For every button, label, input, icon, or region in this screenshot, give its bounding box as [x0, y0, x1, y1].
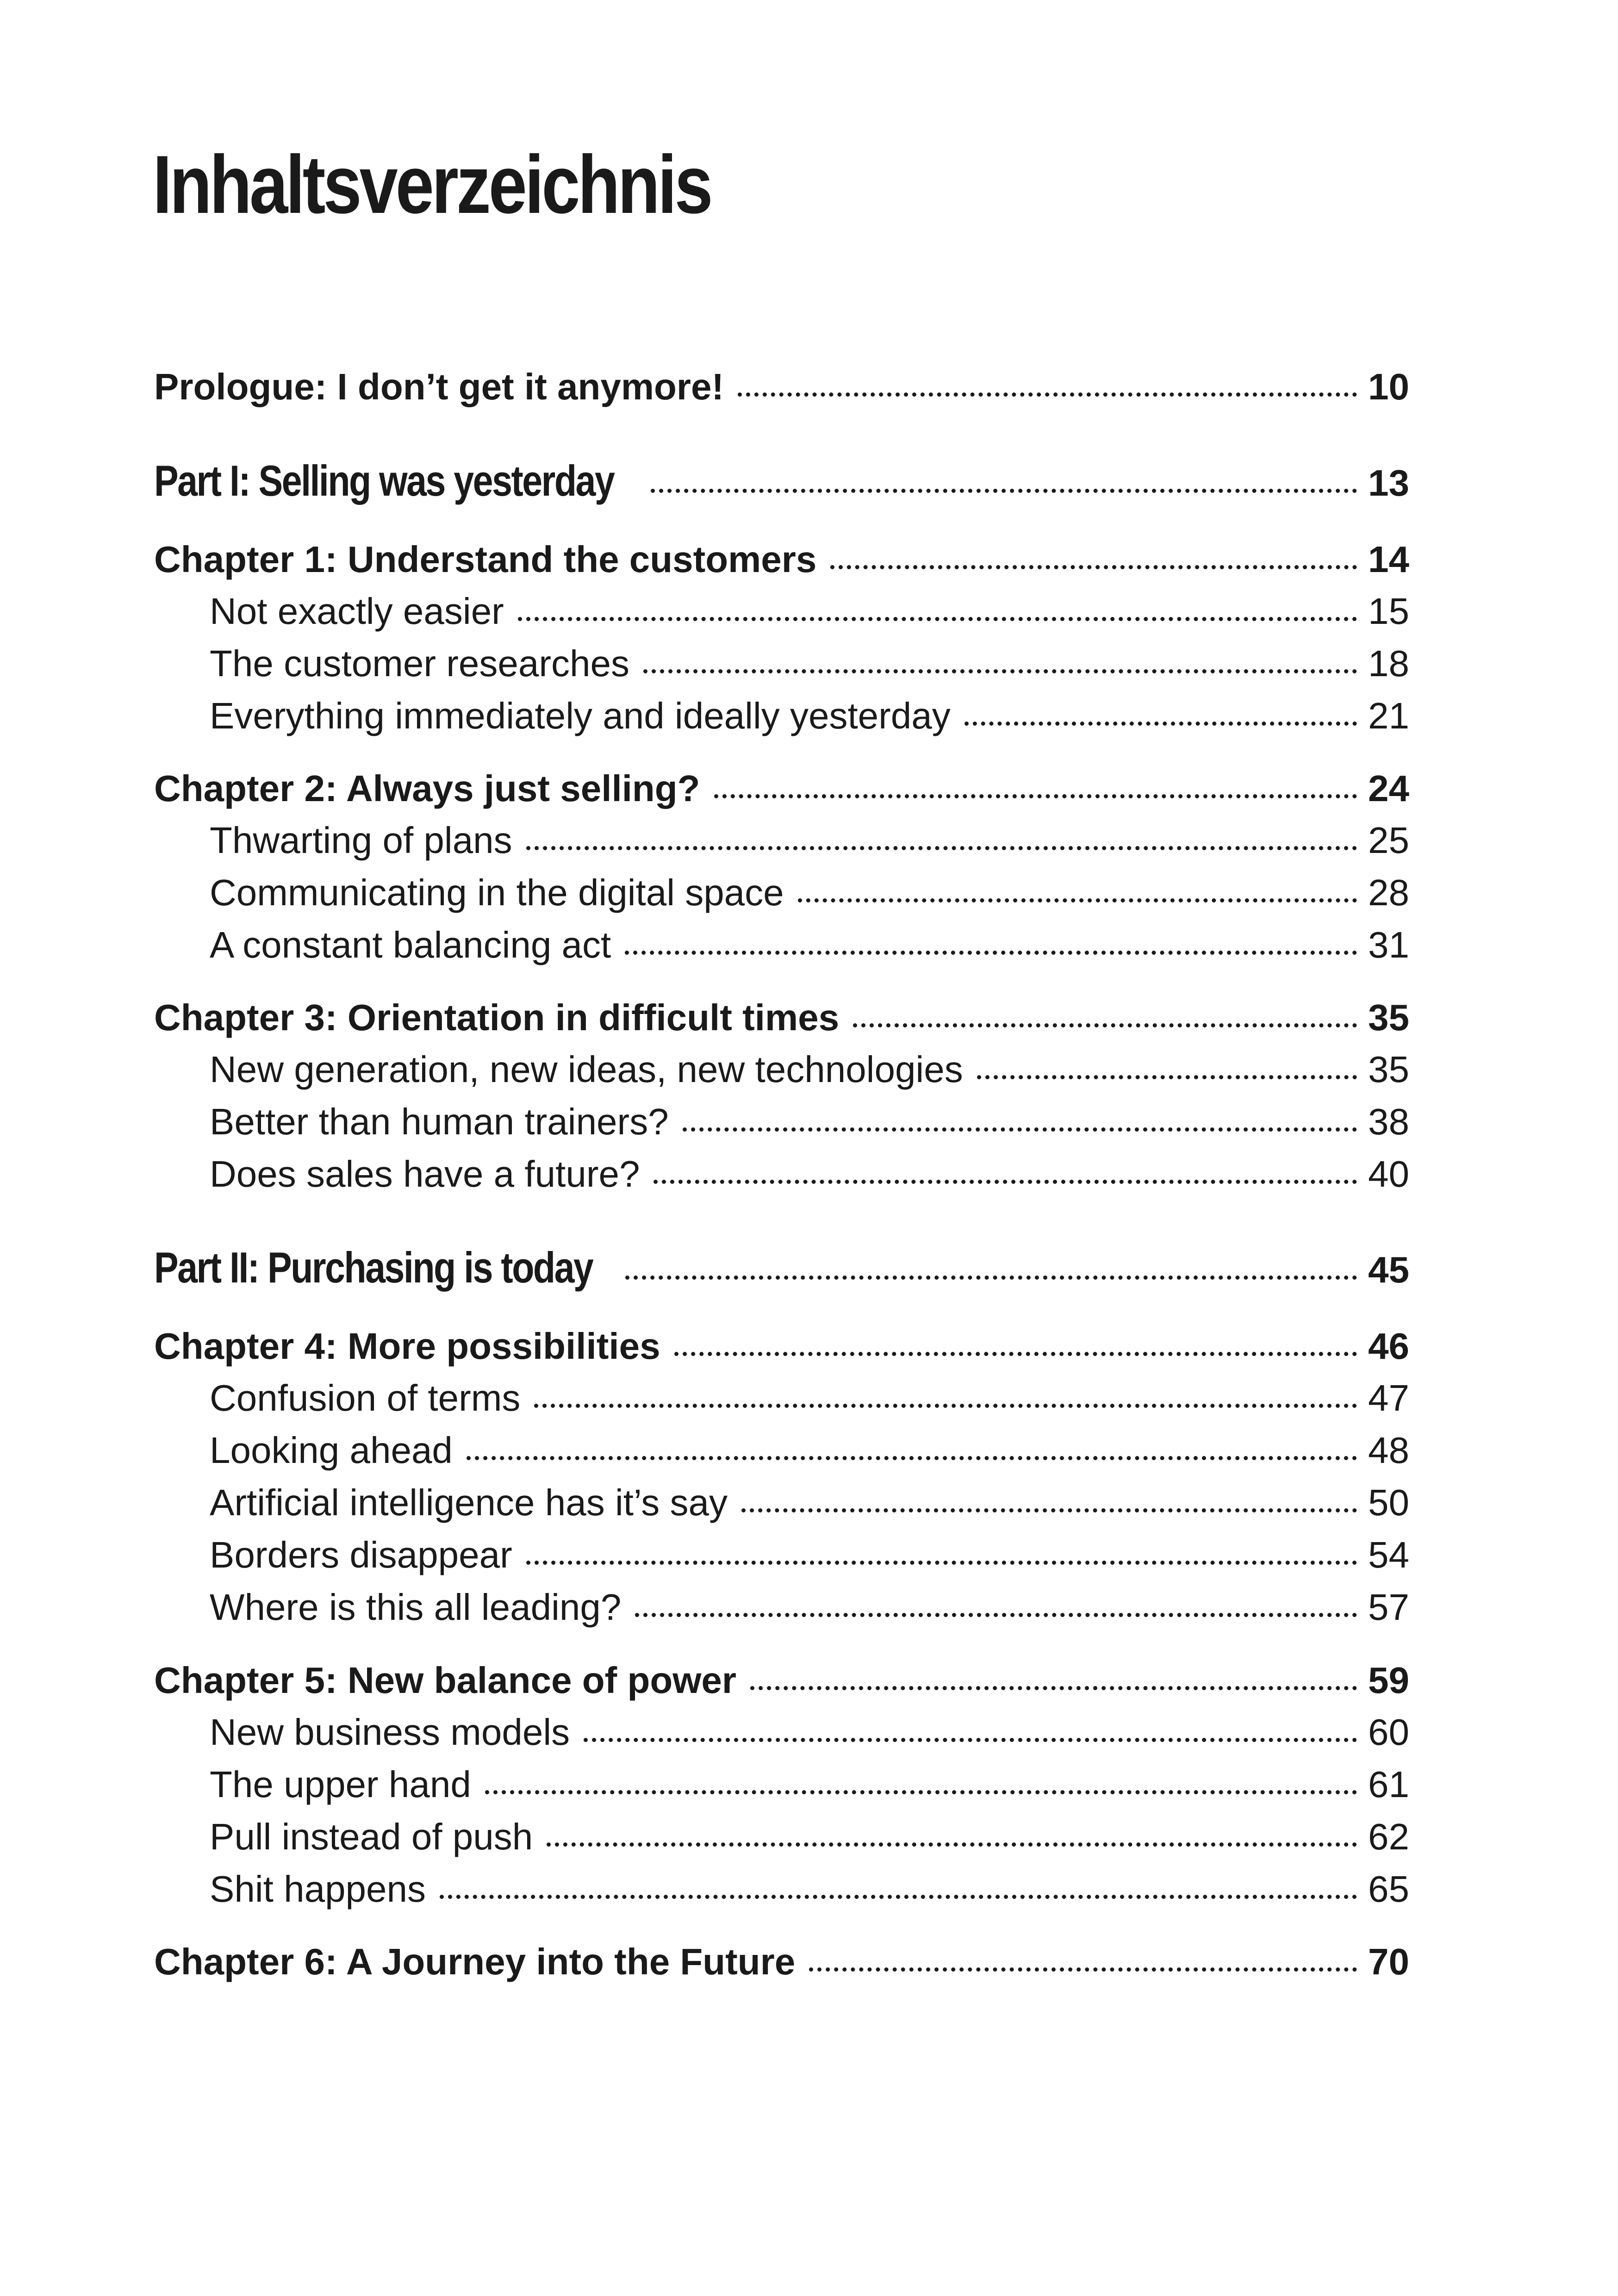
toc-entry-page: 38 [1368, 1101, 1409, 1142]
toc-entry-page: 70 [1368, 1941, 1409, 1982]
dot-leader [674, 1352, 1357, 1356]
toc-entry-chapter[interactable] [154, 1659, 1409, 1702]
toc-entry-section[interactable] [210, 1429, 1409, 1472]
toc-entry-label: New generation, new ideas, new technologies [210, 1049, 963, 1090]
dot-leader [625, 1276, 1357, 1280]
dot-leader [738, 392, 1357, 397]
toc-entry-label: The customer researches [210, 643, 630, 684]
dot-leader [635, 1613, 1357, 1617]
toc-entry-page: 24 [1368, 768, 1409, 809]
toc-entry-page: 50 [1368, 1482, 1409, 1523]
toc-entry-page: 18 [1368, 643, 1409, 684]
toc-entry-section[interactable] [210, 1101, 1409, 1143]
toc-entry-section[interactable] [210, 1048, 1409, 1091]
dot-leader [440, 1895, 1357, 1899]
toc-entry-section[interactable] [210, 1763, 1409, 1806]
toc-entry-part[interactable] [154, 1243, 1409, 1293]
dot-leader [965, 722, 1357, 726]
dot-leader [830, 565, 1357, 569]
toc-entry-section[interactable] [210, 819, 1409, 862]
toc-entry-page: 10 [1368, 366, 1409, 407]
toc-entry-section[interactable] [210, 642, 1409, 685]
toc-entry-chapter[interactable] [154, 767, 1409, 810]
dot-leader [625, 951, 1357, 955]
toc-entry-label: Confusion of terms [210, 1377, 521, 1419]
toc-entry-page: 65 [1368, 1868, 1409, 1910]
toc-entry-label: Not exactly easier [210, 591, 504, 632]
toc-entry-label: Prologue: I don’t get it anymore! [154, 366, 724, 407]
toc-entry-label: Thwarting of plans [210, 820, 512, 861]
toc-entry-label: Shit happens [210, 1868, 426, 1910]
dot-leader [518, 617, 1357, 621]
toc-entry-page: 45 [1368, 1249, 1409, 1290]
dot-leader [714, 794, 1357, 798]
toc-entry-label: Looking ahead [210, 1430, 453, 1471]
dot-leader [467, 1456, 1357, 1460]
toc-entry-section[interactable] [210, 695, 1409, 737]
toc-entry-page: 47 [1368, 1377, 1409, 1419]
toc-entry-label: Artificial intelligence has it’s say [210, 1482, 728, 1523]
toc-entry-chapter[interactable] [154, 996, 1409, 1039]
dot-leader [750, 1686, 1357, 1690]
dot-leader [643, 669, 1357, 673]
toc-entry-page: 57 [1368, 1587, 1409, 1628]
toc-entry-label: Where is this all leading? [210, 1587, 622, 1628]
toc-entry-page: 21 [1368, 695, 1409, 736]
toc-entry-label: Everything immediately and ideally yesterday [210, 695, 951, 736]
toc-entry-section[interactable] [210, 1534, 1409, 1576]
toc-entry-page: 31 [1368, 924, 1409, 965]
dot-leader [584, 1738, 1357, 1742]
toc-entry-section[interactable] [210, 924, 1409, 966]
toc-entry-label: Part I: Selling was yesterday [154, 456, 614, 505]
toc-entry-label: New business models [210, 1711, 570, 1753]
toc-entry-label: Communicating in the digital space [210, 872, 784, 913]
toc-entry-section[interactable] [210, 1816, 1409, 1858]
dot-leader [651, 489, 1357, 493]
dot-leader [485, 1790, 1357, 1794]
toc-entry-label: A constant balancing act [210, 924, 611, 965]
toc-entry-page: 61 [1368, 1764, 1409, 1805]
dot-leader [653, 1180, 1357, 1184]
toc-entry-page: 54 [1368, 1534, 1409, 1575]
toc-entry-section[interactable] [210, 1481, 1409, 1524]
dot-leader [809, 1967, 1357, 1972]
toc-entry-page: 15 [1368, 591, 1409, 632]
toc-entry-label: Chapter 5: New balance of power [154, 1660, 737, 1701]
toc-entry-section[interactable] [210, 1711, 1409, 1754]
toc-entry-label: Chapter 4: More possibilities [154, 1325, 660, 1367]
dot-leader [683, 1127, 1357, 1132]
toc-entry-page: 25 [1368, 820, 1409, 861]
toc-entry-page: 46 [1368, 1325, 1409, 1367]
toc-entry-label: Part II: Purchasing is today [154, 1243, 593, 1292]
toc-entry-prologue[interactable] [154, 366, 1409, 408]
dot-leader [853, 1023, 1357, 1027]
toc-entry-page: 62 [1368, 1816, 1409, 1857]
toc-entry-chapter[interactable] [154, 538, 1409, 581]
dot-leader [534, 1404, 1357, 1408]
toc-entry-page: 48 [1368, 1430, 1409, 1471]
toc-entry-page: 35 [1368, 997, 1409, 1038]
toc-entry-label: Chapter 6: A Journey into the Future [154, 1941, 796, 1982]
dot-leader [547, 1842, 1357, 1847]
dot-leader [741, 1508, 1357, 1512]
toc-entry-chapter[interactable] [154, 1325, 1409, 1368]
page-title: Inhaltsverzeichnis [153, 138, 711, 230]
toc-entry-label: Chapter 2: Always just selling? [154, 768, 700, 809]
toc-entry-part[interactable] [154, 456, 1409, 506]
toc-entry-page: 35 [1368, 1049, 1409, 1090]
toc-entry-label: The upper hand [210, 1764, 471, 1805]
toc-entry-page: 40 [1368, 1153, 1409, 1195]
toc-entry-section[interactable] [210, 1586, 1409, 1629]
toc-entry-section[interactable] [210, 590, 1409, 633]
toc-entry-section[interactable] [210, 1153, 1409, 1195]
toc-entry-section[interactable] [210, 871, 1409, 914]
dot-leader [798, 898, 1357, 902]
toc-entry-chapter[interactable] [154, 1941, 1409, 1983]
toc-entry-label: Does sales have a future? [210, 1153, 640, 1195]
dot-leader [977, 1075, 1357, 1079]
toc-entry-page: 13 [1368, 462, 1409, 504]
toc-entry-label: Borders disappear [210, 1534, 512, 1575]
toc-entry-page: 14 [1368, 539, 1409, 580]
toc-entry-page: 59 [1368, 1660, 1409, 1701]
dot-leader [526, 1561, 1357, 1565]
toc-entry-section[interactable] [210, 1868, 1409, 1910]
dot-leader [526, 846, 1357, 850]
toc-entry-section[interactable] [210, 1377, 1409, 1419]
toc-entry-page: 60 [1368, 1711, 1409, 1753]
toc-entry-label: Chapter 3: Orientation in difficult times [154, 997, 840, 1038]
toc-entry-label: Pull instead of push [210, 1816, 533, 1857]
toc-entry-label: Better than human trainers? [210, 1101, 669, 1142]
toc-entry-label: Chapter 1: Understand the customers [154, 539, 817, 580]
toc-entry-page: 28 [1368, 872, 1409, 913]
